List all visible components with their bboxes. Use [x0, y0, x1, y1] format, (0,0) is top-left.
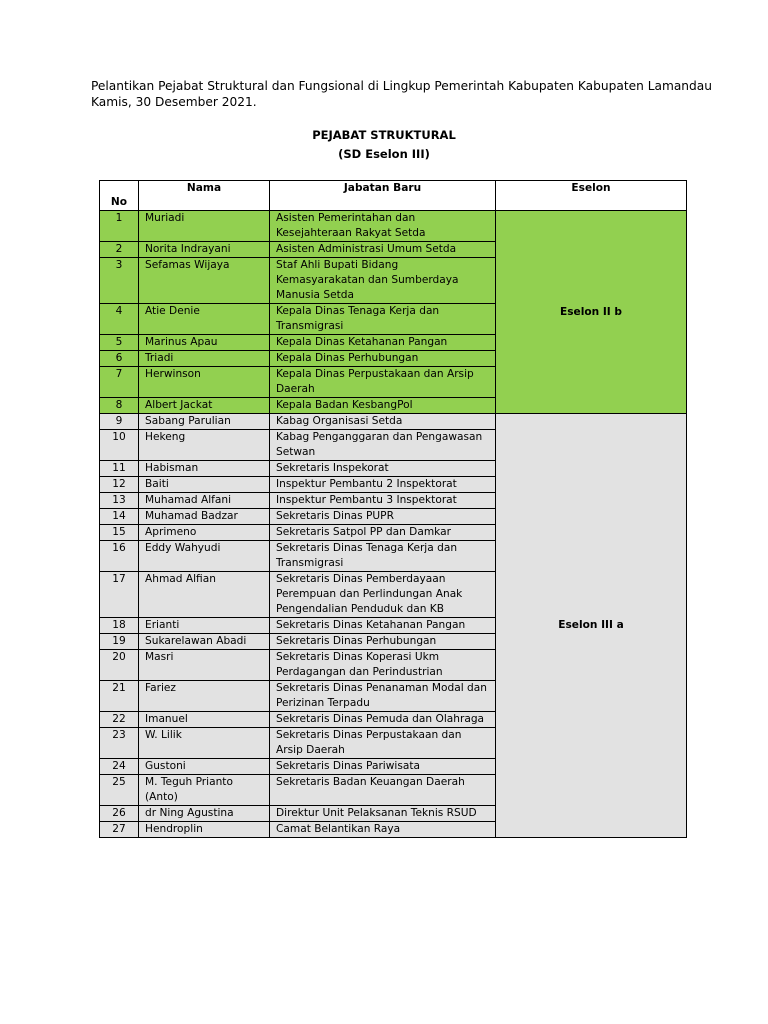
row-number: 16	[100, 541, 139, 572]
row-number: 10	[100, 430, 139, 461]
row-name: Sukarelawan Abadi	[139, 634, 270, 650]
row-position: Sekretaris Badan Keuangan Daerah	[270, 775, 496, 806]
row-number: 14	[100, 509, 139, 525]
row-position: Kepala Dinas Perhubungan	[270, 351, 496, 367]
row-position: Sekretaris Inspekorat	[270, 461, 496, 477]
row-name: Muriadi	[139, 211, 270, 242]
row-position: Direktur Unit Pelaksanan Teknis RSUD	[270, 806, 496, 822]
row-position: Asisten Pemerintahan dan Kesejahteraan Rakyat Setda	[270, 211, 496, 242]
row-position: Sekretaris Dinas Pemuda dan Olahraga	[270, 712, 496, 728]
row-number: 9	[100, 414, 139, 430]
row-number: 18	[100, 618, 139, 634]
row-number: 26	[100, 806, 139, 822]
row-position: Kepala Dinas Perpustakaan dan Arsip Daerah	[270, 367, 496, 398]
table-title: PEJABAT STRUKTURAL	[312, 128, 456, 142]
header-nama: Nama	[139, 181, 270, 211]
row-position: Kepala Dinas Tenaga Kerja dan Transmigrasi	[270, 304, 496, 335]
row-position: Inspektur Pembantu 2 Inspektorat	[270, 477, 496, 493]
row-position: Kabag Organisasi Setda	[270, 414, 496, 430]
row-name: Marinus Apau	[139, 335, 270, 351]
row-number: 20	[100, 650, 139, 681]
row-number: 22	[100, 712, 139, 728]
row-position: Sekretaris Dinas Ketahanan Pangan	[270, 618, 496, 634]
row-number: 4	[100, 304, 139, 335]
table-body	[100, 211, 687, 838]
row-name: Albert Jackat	[139, 398, 270, 414]
header-eselon: Eselon	[496, 181, 687, 211]
row-number: 3	[100, 258, 139, 304]
row-name: Imanuel	[139, 712, 270, 728]
row-name: Eddy Wahyudi	[139, 541, 270, 572]
row-position: Sekretaris Dinas Pemberdayaan Perempuan dan Perlindungan Anak Pengendalian Penduduk dan KB	[270, 572, 496, 618]
row-number: 19	[100, 634, 139, 650]
row-position: Sekretaris Dinas Pariwisata	[270, 759, 496, 775]
document-intro	[91, 78, 731, 110]
table-subtitle: (SD Eselon III)	[338, 147, 430, 161]
row-name: Muhamad Alfani	[139, 493, 270, 509]
header-no: No	[100, 181, 139, 211]
table-row	[100, 414, 687, 430]
row-number: 6	[100, 351, 139, 367]
row-name: Hendroplin	[139, 822, 270, 838]
row-number: 11	[100, 461, 139, 477]
row-position: Kepala Badan KesbangPol	[270, 398, 496, 414]
row-number: 15	[100, 525, 139, 541]
table-row	[100, 211, 687, 242]
row-position: Kepala Dinas Ketahanan Pangan	[270, 335, 496, 351]
row-name: W. Lilik	[139, 728, 270, 759]
row-name: M. Teguh Prianto (Anto)	[139, 775, 270, 806]
row-name: Norita Indrayani	[139, 242, 270, 258]
intro-line-1: Pelantikan Pejabat Struktural dan Fungsional di Lingkup Pemerintah Kabupaten Kabupaten Lamandau	[91, 79, 712, 93]
row-number: 21	[100, 681, 139, 712]
row-name: Sabang Parulian	[139, 414, 270, 430]
row-number: 8	[100, 398, 139, 414]
row-name: Herwinson	[139, 367, 270, 398]
row-position: Sekretaris Dinas Perhubungan	[270, 634, 496, 650]
table-header-row	[100, 181, 687, 211]
row-number: 13	[100, 493, 139, 509]
row-position: Staf Ahli Bupati Bidang Kemasyarakatan dan Sumberdaya Manusia Setda	[270, 258, 496, 304]
row-number: 5	[100, 335, 139, 351]
header-jabatan: Jabatan Baru	[270, 181, 496, 211]
row-name: Muhamad Badzar	[139, 509, 270, 525]
row-name: Baiti	[139, 477, 270, 493]
row-name: Masri	[139, 650, 270, 681]
row-number: 27	[100, 822, 139, 838]
row-number: 23	[100, 728, 139, 759]
row-name: Ahmad Alfian	[139, 572, 270, 618]
row-number: 1	[100, 211, 139, 242]
row-number: 7	[100, 367, 139, 398]
row-number: 25	[100, 775, 139, 806]
intro-line-2: Kamis, 30 Desember 2021.	[91, 95, 257, 109]
row-position: Inspektur Pembantu 3 Inspektorat	[270, 493, 496, 509]
row-name: Fariez	[139, 681, 270, 712]
eselon-group-1: Eselon II b	[496, 211, 687, 414]
row-name: Hekeng	[139, 430, 270, 461]
row-position: Sekretaris Dinas Penanaman Modal dan Perizinan Terpadu	[270, 681, 496, 712]
row-name: Triadi	[139, 351, 270, 367]
row-position: Asisten Administrasi Umum Setda	[270, 242, 496, 258]
row-number: 12	[100, 477, 139, 493]
row-name: Habisman	[139, 461, 270, 477]
row-position: Sekretaris Dinas Perpustakaan dan Arsip Daerah	[270, 728, 496, 759]
row-position: Camat Belantikan Raya	[270, 822, 496, 838]
row-position: Sekretaris Dinas Tenaga Kerja dan Transmigrasi	[270, 541, 496, 572]
row-number: 17	[100, 572, 139, 618]
row-name: Erianti	[139, 618, 270, 634]
row-name: Atie Denie	[139, 304, 270, 335]
row-number: 24	[100, 759, 139, 775]
officials-table	[99, 180, 687, 838]
row-name: Gustoni	[139, 759, 270, 775]
row-position: Sekretaris Dinas PUPR	[270, 509, 496, 525]
row-name: dr Ning Agustina	[139, 806, 270, 822]
row-position: Sekretaris Satpol PP dan Damkar	[270, 525, 496, 541]
row-name: Aprimeno	[139, 525, 270, 541]
row-name: Sefamas Wijaya	[139, 258, 270, 304]
eselon-group-2: Eselon III a	[496, 414, 687, 838]
row-number: 2	[100, 242, 139, 258]
row-position: Sekretaris Dinas Koperasi Ukm Perdagangan dan Perindustrian	[270, 650, 496, 681]
row-position: Kabag Penganggaran dan Pengawasan Setwan	[270, 430, 496, 461]
